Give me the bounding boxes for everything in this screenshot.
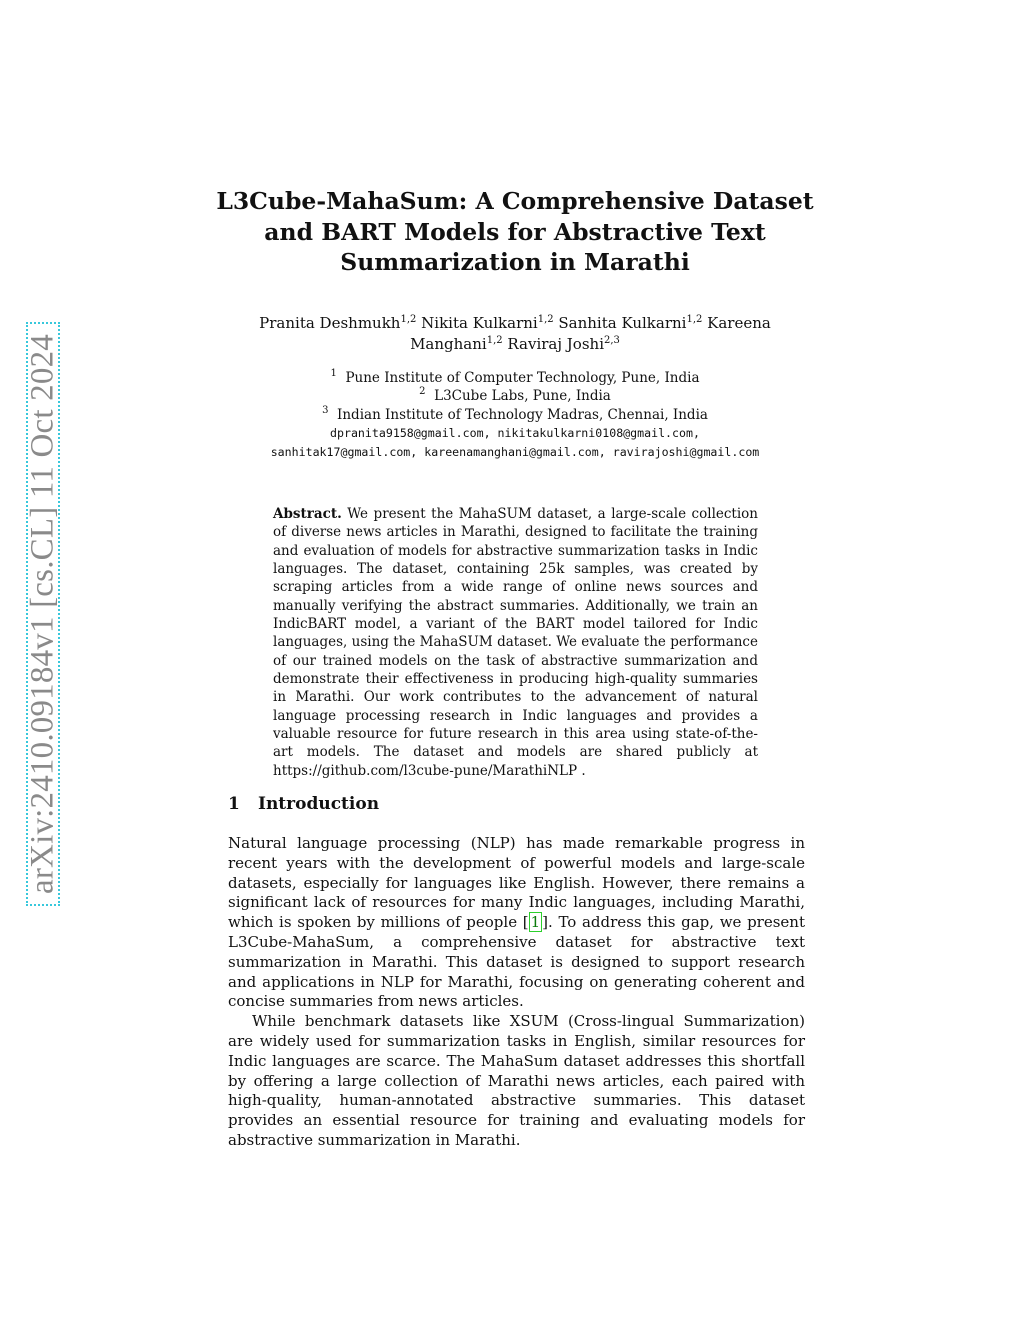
author-name: Raviraj Joshi [507, 335, 604, 353]
affiliation-number: 2 [419, 386, 426, 398]
arxiv-id: arXiv:2410.09184v1 [cs.CL] 11 Oct 2024 [24, 334, 61, 894]
section-body [228, 834, 805, 1151]
affiliations [210, 369, 820, 461]
affiliation-text: L3Cube Labs, Pune, India [434, 388, 611, 405]
paragraph: Natural language processing (NLP) has made remarkable progress in recent years with the development of powerful models and large-scale datasets, especially for languages like English. However, there remains a significant lack of resources for many Indic languages, including Marathi, which is spoken by millions of people [ 1 ]. To address this gap, we present L3Cube-MahaSum, a comprehensive dataset for abstractive text summarization in Marathi. This dataset is designed to support research and applications in NLP for Marathi, focusing on generating coherent and concise summaries from news articles. [228, 834, 805, 1011]
email-list: dpranita9158@gmail.com, nikitakulkarni0108@gmail.com, [330, 426, 700, 441]
author-affiliation-marker: 1,2 [400, 314, 417, 325]
paragraph-text: . To address this gap, we present L3Cube-MahaSum, a comprehensive dataset for abstractive text summarization in Marathi. This dataset is designed to support research and applications in NLP for Marathi, focusing on generating coherent and concise summaries from news articles. [228, 913, 805, 1011]
abstract [273, 505, 758, 780]
affiliation [210, 387, 820, 405]
affiliation-number: 3 [322, 404, 329, 416]
abstract-label: Abstract. [273, 506, 342, 522]
author-name: Sanhita Kulkarni [558, 314, 687, 332]
author-affiliation-marker: 1,2 [686, 314, 703, 325]
affiliation-number: 1 [330, 368, 337, 379]
affiliation [210, 406, 820, 424]
paragraph-text: Natural language processing (NLP) has made remarkable progress in recent years with the development of powerful models and large-scale datasets, especially for languages like English. However, there remains a significant lack of resources for many Indic languages, including Marathi, which is spoken by millions of people [228, 834, 805, 932]
section-heading [228, 794, 379, 814]
author-affiliation-marker: 1,2 [486, 335, 503, 346]
section-number: 1 [228, 794, 240, 814]
author-affiliation-marker: 2,3 [604, 335, 620, 346]
author-name: Pranita Deshmukh [259, 314, 401, 332]
author-name: Kareena Manghani [410, 314, 771, 353]
author-name: Nikita Kulkarni [421, 314, 538, 332]
affiliation-text: Indian Institute of Technology Madras, Chennai, India [337, 406, 708, 423]
author-list [230, 313, 800, 355]
citation-link[interactable]: 1 [530, 913, 541, 932]
affiliation [210, 369, 820, 387]
paragraph: While benchmark datasets like XSUM (Cross-lingual Summarization) are widely used for summarization tasks in English, similar resources for Indic languages are scarce. The MahaSum dataset addresses this shortfall by offering a large collection of Marathi news articles, each paired with high-quality, human-annotated abstractive summaries. This dataset provides an essential resource for training and evaluating models for abstractive summarization in Marathi. [228, 1012, 805, 1149]
abstract-text: We present the MahaSUM dataset, a large-scale collection of diverse news articles in Marathi, designed to facilitate the training and evaluation of models for abstractive summarization tasks in Indic languages. The dataset, containing 25k samples, was created by scraping articles from a wide range of online news sources and manually verifying the abstract summaries. Additionally, we train an IndicBART model, a variant of the BART model tailored for Indic languages, using the MahaSUM dataset. We evaluate the performance of our trained models on the task of abstractive summarization and demonstrate their effectiveness in producing high-quality summaries in Marathi. Our work contributes to the advancement of natural language processing research in Indic languages and provides a valuable resource for future research in this area using state-of-the-art models. The dataset and models are shared publicly at https://github.com/l3cube-pune/MarathiNLP . [273, 506, 758, 779]
affiliation-text: Pune Institute of Computer Technology, Pune, India [345, 370, 700, 386]
paper-title: L3Cube-MahaSum: A Comprehensive Dataset and BART Models for Abstractive Text Summarization in Marathi [216, 187, 814, 276]
arxiv-identifier-stamp [26, 322, 60, 906]
section-title: Introduction [258, 794, 380, 814]
email-list: sanhitak17@gmail.com, kareenamanghani@gmail.com, ravirajoshi@gmail.com [270, 444, 760, 459]
author-affiliation-marker: 1,2 [537, 314, 554, 325]
